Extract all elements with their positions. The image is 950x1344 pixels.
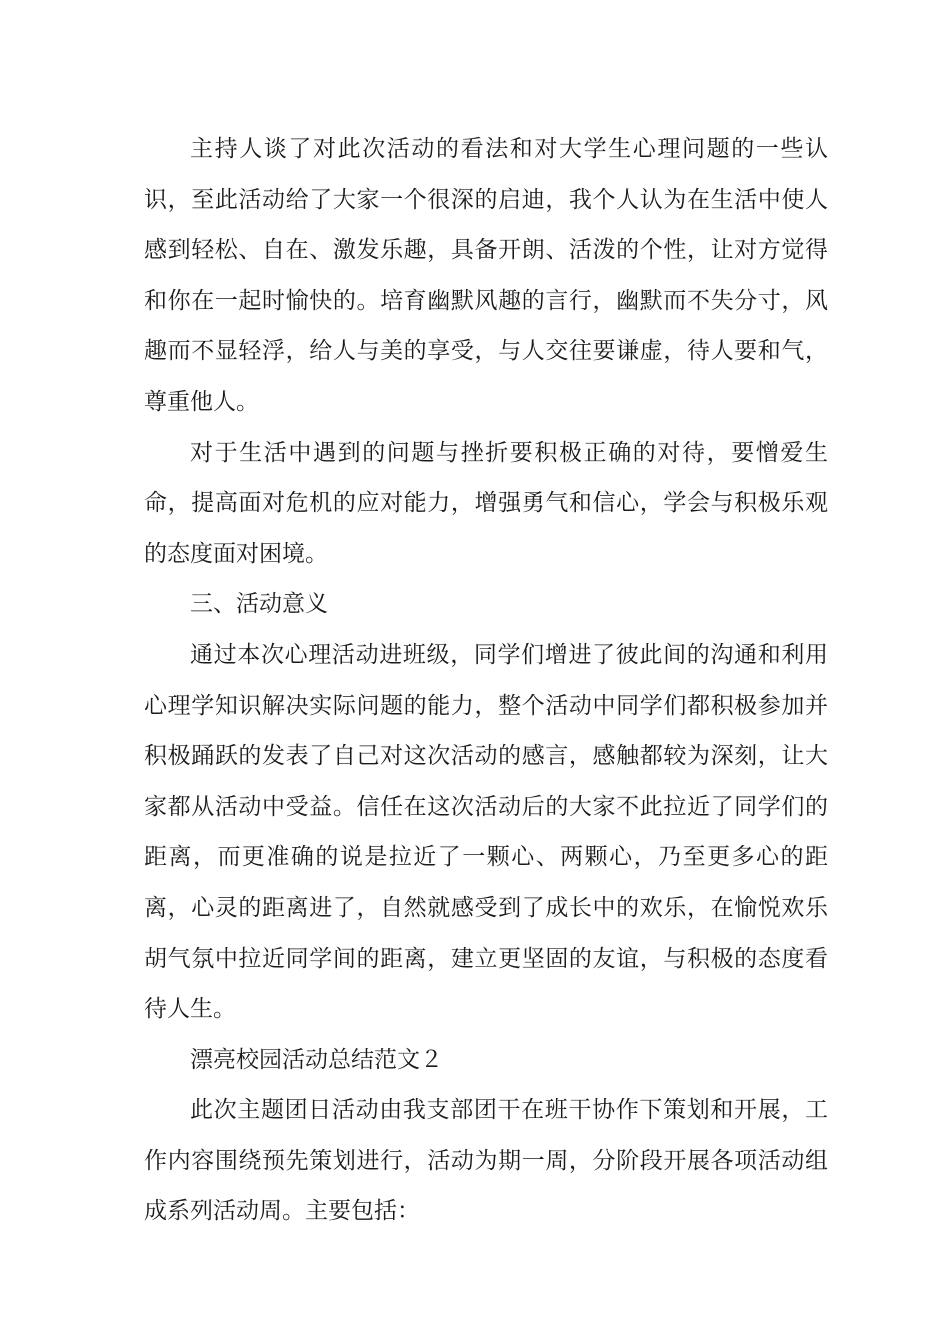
document-body [144,124,828,1237]
paragraph-facing-difficulties: 对于生活中遇到的问题与挫折要积极正确的对待，要憎爱生命，提高面对危机的应对能力，增强勇气和信心，学会与积极乐观的态度面对困境。 [144,439,828,567]
section-heading-activity-significance: 三、活动意义 [190,591,328,618]
section-heading-campus-summary-2: 漂亮校园活动总结范文２ [190,1046,443,1073]
paragraph-league-day-activity: 此次主题团日活动由我支部团干在班干协作下策划和开展，工作内容围绕预先策划进行，活动为期一周，分阶段开展各项活动组成系列活动周。主要包括： [144,1097,828,1225]
paragraph-activity-significance: 通过本次心理活动进班级，同学们增进了彼此间的沟通和利用心理学知识解决实际问题的能力，整个活动中同学们都积极参加并积极踊跃的发表了自己对这次活动的感言，感触都较为深刻，让大家都从活动中受益。信任在这次活动后的大家不此拉近了同学们的距离，而更准确的说是拉近了一颗心、两颗心，乃至更多心的距离，心灵的距离进了，自然就感受到了成长中的欢乐，在愉悦欢乐胡气氛中拉近同学间的距离，建立更坚固的友谊，与积极的态度看待人生。 [144,641,828,1023]
paragraph-host-remarks: 主持人谈了对此次活动的看法和对大学生心理问题的一些认识，至此活动给了大家一个很深的启迪，我个人认为在生活中使人感到轻松、自在、激发乐趣，具备开朗、活泼的个性，让对方觉得和你在一起时愉快的。培育幽默风趣的言行，幽默而不失分寸，风趣而不显轻浮，给人与美的享受，与人交往要谦虚，待人要和气，尊重他人。 [144,136,828,415]
